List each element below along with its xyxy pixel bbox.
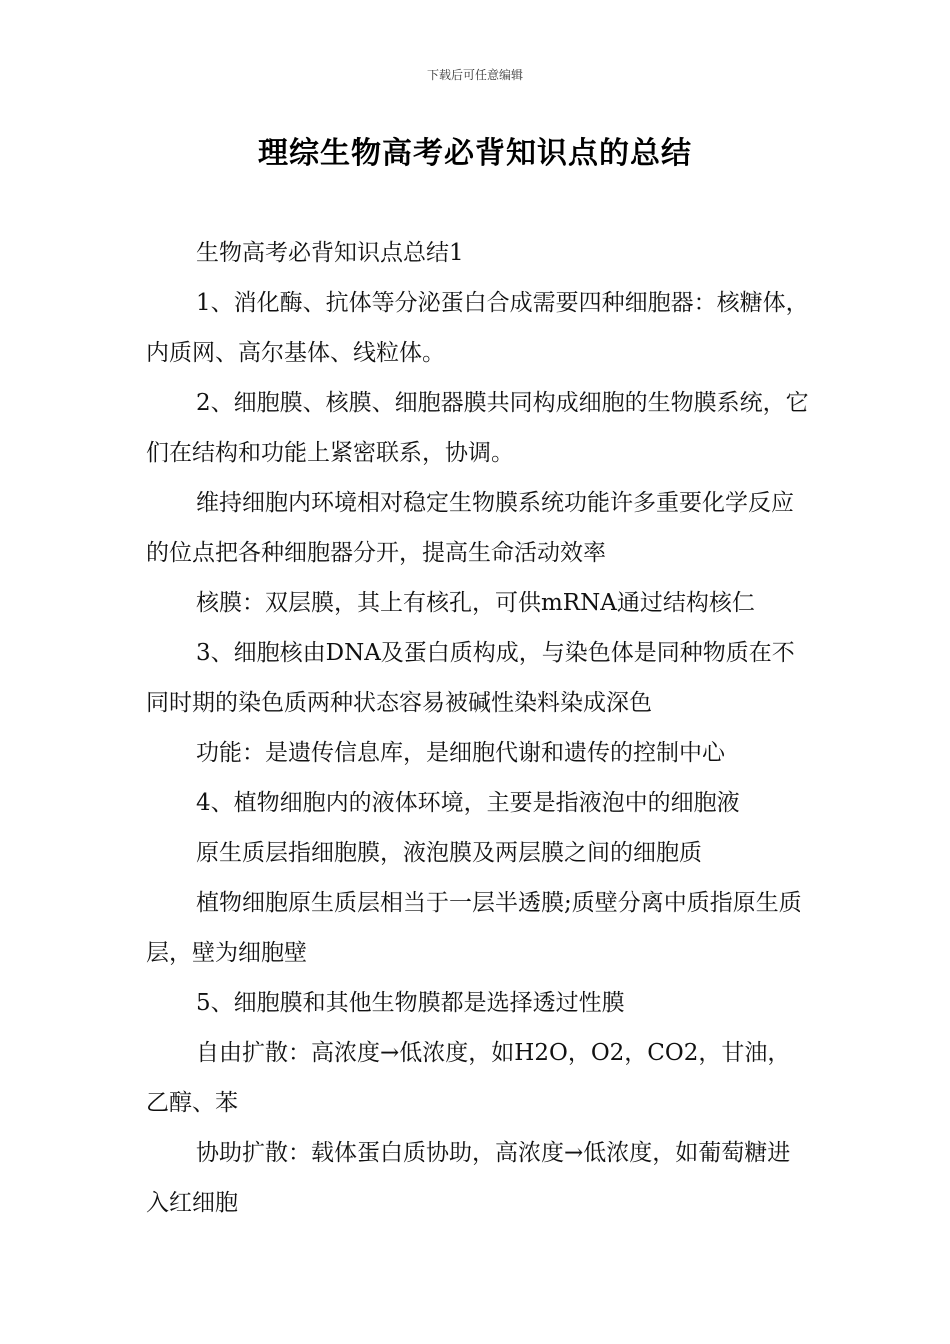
paragraph: 功能：是遗传信息库，是细胞代谢和遗传的控制中心 [196,740,725,766]
paragraph: 4、植物细胞内的液体环境，主要是指液泡中的细胞液 [196,790,740,816]
paragraph: 3、细胞核由DNA及蛋白质构成，与染色体是同种物质在不同时期的染色质两种状态容易被碱性染料染成深色 [146,640,795,716]
paragraph: 植物细胞原生质层相当于一层半透膜;质壁分离中质指原生质层，壁为细胞壁 [146,890,802,966]
header-note: 下载后可任意编辑 [426,68,523,82]
paragraph: 1、消化酶、抗体等分泌蛋白合成需要四种细胞器：核糖体，内质网、高尔基体、线粒体。 [146,290,809,366]
paragraph: 自由扩散：高浓度→低浓度，如H2O，O2，CO2，甘油，乙醇、苯 [146,1040,791,1116]
paragraph: 原生质层指细胞膜，液泡膜及两层膜之间的细胞质 [196,840,702,866]
paragraph: 协助扩散：载体蛋白质协助，高浓度→低浓度，如葡萄糖进入红细胞 [146,1140,791,1216]
paragraph: 5、细胞膜和其他生物膜都是选择透过性膜 [196,990,625,1016]
paragraph: 核膜：双层膜，其上有核孔，可供mRNA通过结构核仁 [196,590,755,616]
document-title: 理综生物高考必背知识点的总结 [258,136,692,171]
document-body [146,228,810,1228]
section-heading: 生物高考必背知识点总结1 [196,240,464,266]
paragraph: 维持细胞内环境相对稳定生物膜系统功能许多重要化学反应的位点把各种细胞器分开，提高生命活动效率 [146,490,794,566]
paragraph: 2、细胞膜、核膜、细胞器膜共同构成细胞的生物膜系统，它们在结构和功能上紧密联系，协调。 [146,390,809,466]
